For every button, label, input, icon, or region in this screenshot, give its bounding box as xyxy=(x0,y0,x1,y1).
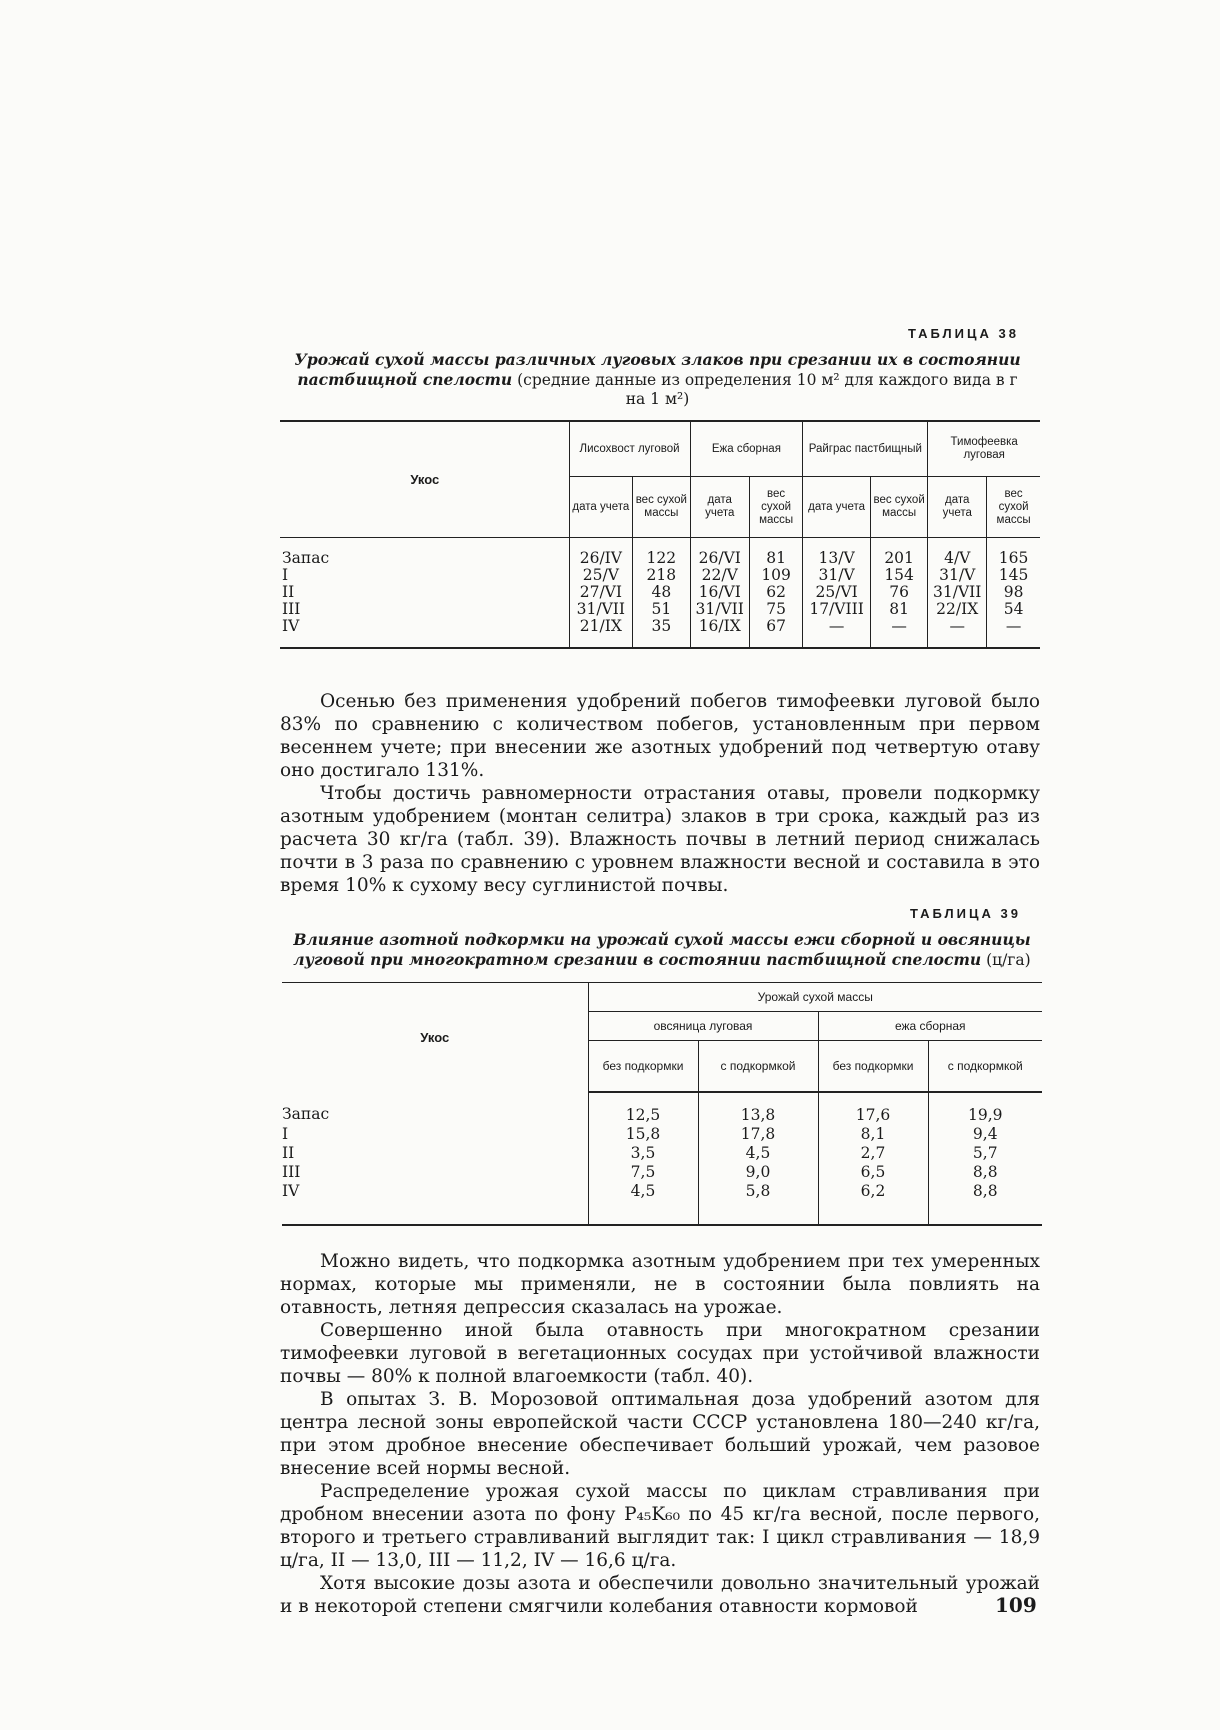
table-cell: 81 xyxy=(749,538,802,568)
table-cell: 22/V xyxy=(690,567,749,584)
table-cell: 76 xyxy=(870,584,927,601)
table-cell: 51 xyxy=(633,601,690,618)
table-cell: 62 xyxy=(749,584,802,601)
table-cell: 16/VI xyxy=(690,584,749,601)
table-cell: 25/V xyxy=(569,567,633,584)
table-cell: 27/VI xyxy=(569,584,633,601)
table-38-subheader-weight: вес сухой массы xyxy=(870,477,927,538)
table-38 xyxy=(280,420,1040,649)
table-cell: 201 xyxy=(870,538,927,568)
table-cell: 3,5 xyxy=(588,1144,698,1163)
table-38-species-header: Тимофеевка луговая xyxy=(928,421,1040,477)
table-cell: 122 xyxy=(633,538,690,568)
table-cell: — xyxy=(803,618,871,648)
table-cell: 154 xyxy=(870,567,927,584)
table-38-subheader-date: дата учета xyxy=(928,477,987,538)
table-cell: 15,8 xyxy=(588,1125,698,1144)
table-row xyxy=(282,1092,1042,1125)
row-label: IV xyxy=(280,618,569,648)
table-cell: 48 xyxy=(633,584,690,601)
table-38-caption xyxy=(290,350,1025,409)
row-label: II xyxy=(282,1144,295,1162)
table-38-label: ТАБЛИЦА 38 xyxy=(908,326,1019,341)
paragraph: Совершенно иной была отавность при многократном срезании тимофеевки луговой в вегетационных сосудах при устойчивой влажности почвы — 80% к полной влагоемкости (табл. 40). xyxy=(280,1320,1040,1387)
table-38-caption-note: (средние данные из определения 10 м² для каждого вида в г на 1 м²) xyxy=(512,371,1018,408)
table-cell: 31/VII xyxy=(690,601,749,618)
table-39-caption xyxy=(282,930,1042,970)
table-cell: 26/IV xyxy=(569,538,633,568)
table-cell: — xyxy=(870,618,927,648)
table-cell: 67 xyxy=(749,618,802,648)
table-cell: 6,5 xyxy=(818,1163,928,1182)
table-38-subheader-date: дата учета xyxy=(569,477,633,538)
table-cell: 4,5 xyxy=(588,1182,698,1225)
table-cell: 17/VIII xyxy=(803,601,871,618)
table-cell: 5,8 xyxy=(698,1182,818,1225)
body-text-2 xyxy=(280,1250,1040,1618)
table-cell: 218 xyxy=(633,567,690,584)
table-cell: 8,8 xyxy=(928,1163,1042,1182)
table-cell: 165 xyxy=(987,538,1040,568)
table-cell: 31/V xyxy=(803,567,871,584)
table-38-species-header: Ежа сборная xyxy=(690,421,803,477)
table-cell: 35 xyxy=(633,618,690,648)
table-cell: 9,4 xyxy=(928,1125,1042,1144)
table-39-caption-note: (ц/га) xyxy=(981,951,1031,969)
table-row xyxy=(280,601,1040,618)
table-39-species-header: овсяница луговая xyxy=(588,1012,818,1041)
table-39-group-header: Урожай сухой массы xyxy=(588,983,1042,1012)
table-38-subheader-date: дата учета xyxy=(803,477,871,538)
paragraph: Можно видеть, что подкормка азотным удобрением при тех умеренных нормах, которые мы применяли, не в состоянии была повлиять на отавность, летняя депрессия сказалась на урожае. xyxy=(280,1251,1040,1318)
table-cell: 26/VI xyxy=(690,538,749,568)
table-cell: 4/V xyxy=(928,538,987,568)
table-row xyxy=(280,538,1040,568)
table-cell: 12,5 xyxy=(588,1092,698,1125)
row-label: IV xyxy=(282,1182,588,1225)
table-39-subheader-without: без подкормки xyxy=(588,1041,698,1093)
table-cell: 8,8 xyxy=(928,1182,1042,1225)
table-39 xyxy=(282,982,1042,1226)
table-cell: 8,1 xyxy=(818,1125,928,1144)
table-39-label: ТАБЛИЦА 39 xyxy=(910,906,1021,921)
paragraph: В опытах З. В. Морозовой оптимальная доза удобрений азотом для центра лесной зоны европейской части СССР установлена 180—240 кг/га, при этом дробное внесение обеспечивает больший урожай, чем разовое внесение всей нормы весной. xyxy=(280,1389,1040,1479)
row-label: III xyxy=(282,600,301,618)
table-cell: 16/IX xyxy=(690,618,749,648)
table-cell: 25/VI xyxy=(803,584,871,601)
table-38-subheader-weight: вес сухой массы xyxy=(987,477,1040,538)
table-cell: 31/VII xyxy=(569,601,633,618)
table-39-caption-title: Влияние азотной подкормки на урожай сухой массы ежи сборной и овсяницы луговой при многократном срезании в состоянии пастбищной спелости xyxy=(293,930,1031,969)
table-39-species-header: ежа сборная xyxy=(818,1012,1042,1041)
table-39-subheader-with: с подкормкой xyxy=(928,1041,1042,1093)
table-38-subheader-weight: вес сухой массы xyxy=(749,477,802,538)
row-label: I xyxy=(282,566,289,584)
table-cell: 13/V xyxy=(803,538,871,568)
table-cell: 19,9 xyxy=(928,1092,1042,1125)
table-38-species-header: Лисохвост луговой xyxy=(569,421,690,477)
table-38-species-header: Райграс пастбищный xyxy=(803,421,928,477)
paragraph: Осенью без применения удобрений побегов тимофеевки луговой было 83% по сравнению с количеством побегов, установленным при первом весеннем учете; при внесении же азотных удобрений под четвертую отаву оно достигало 131%. xyxy=(280,691,1040,781)
table-38-subheader-date: дата учета xyxy=(690,477,749,538)
table-cell: 98 xyxy=(987,584,1040,601)
row-label: I xyxy=(282,1125,289,1143)
table-cell: 145 xyxy=(987,567,1040,584)
table-row xyxy=(282,1125,1042,1144)
row-label: III xyxy=(282,1163,301,1181)
paragraph: Распределение урожая сухой массы по циклам стравливания при дробном внесении азота по фону P₄₅K₆₀ по 45 кг/га весной, после первого, второго и третьего стравливаний выглядит так: I цикл стравливания — 18,9 ц/га, II — 13,0, III — 11,2, IV — 16,6 ц/га. xyxy=(280,1481,1040,1571)
table-cell: 7,5 xyxy=(588,1163,698,1182)
table-cell: 17,6 xyxy=(818,1092,928,1125)
table-38-subheader-weight: вес сухой массы xyxy=(633,477,690,538)
table-cell: 21/IX xyxy=(569,618,633,648)
table-cell: 109 xyxy=(749,567,802,584)
body-text-1 xyxy=(280,690,1040,897)
row-label: Запас xyxy=(282,549,330,567)
table-38-ukos-header: Укос xyxy=(280,421,569,538)
row-label: Запас xyxy=(282,1105,330,1123)
table-cell: 13,8 xyxy=(698,1092,818,1125)
page-number: 109 xyxy=(995,1593,1037,1617)
table-cell: 9,0 xyxy=(698,1163,818,1182)
table-row xyxy=(282,1163,1042,1182)
table-39-body xyxy=(282,1092,1042,1225)
table-cell: 2,7 xyxy=(818,1144,928,1163)
table-38-caption-title: Урожай сухой массы различных луговых злаков при срезании их в состоянии пастбищной спелости xyxy=(294,350,1021,389)
table-39-subheader-with: с подкормкой xyxy=(698,1041,818,1093)
table-cell: 22/IX xyxy=(928,601,987,618)
table-cell: 6,2 xyxy=(818,1182,928,1225)
paragraph: Хотя высокие дозы азота и обеспечили довольно значительный урожай и в некоторой степени смягчили колебания отавности кормовой xyxy=(280,1573,1040,1617)
table-cell: 54 xyxy=(987,601,1040,618)
table-cell: 81 xyxy=(870,601,927,618)
table-row xyxy=(280,584,1040,601)
table-cell: — xyxy=(987,618,1040,648)
table-row xyxy=(280,567,1040,584)
table-cell: — xyxy=(928,618,987,648)
table-38-body xyxy=(280,538,1040,649)
table-cell: 75 xyxy=(749,601,802,618)
table-cell: 31/VII xyxy=(928,584,987,601)
table-row xyxy=(282,1182,1042,1225)
table-39-subheader-without: без подкормки xyxy=(818,1041,928,1093)
table-cell: 5,7 xyxy=(928,1144,1042,1163)
table-row xyxy=(280,618,1040,648)
table-cell: 17,8 xyxy=(698,1125,818,1144)
paragraph: Чтобы достичь равномерности отрастания отавы, провели подкормку азотным удобрением (монтан селитра) злаков в три срока, каждый раз из расчета 30 кг/га (табл. 39). Влажность почвы в летний период снижалась почти в 3 раза по сравнению с уровнем влажности весной и составила в это время 10% к сухому весу суглинистой почвы. xyxy=(280,783,1040,896)
table-39-ukos-header: Укос xyxy=(282,983,588,1093)
table-row xyxy=(282,1144,1042,1163)
row-label: II xyxy=(282,583,295,601)
table-cell: 4,5 xyxy=(698,1144,818,1163)
table-cell: 31/V xyxy=(928,567,987,584)
